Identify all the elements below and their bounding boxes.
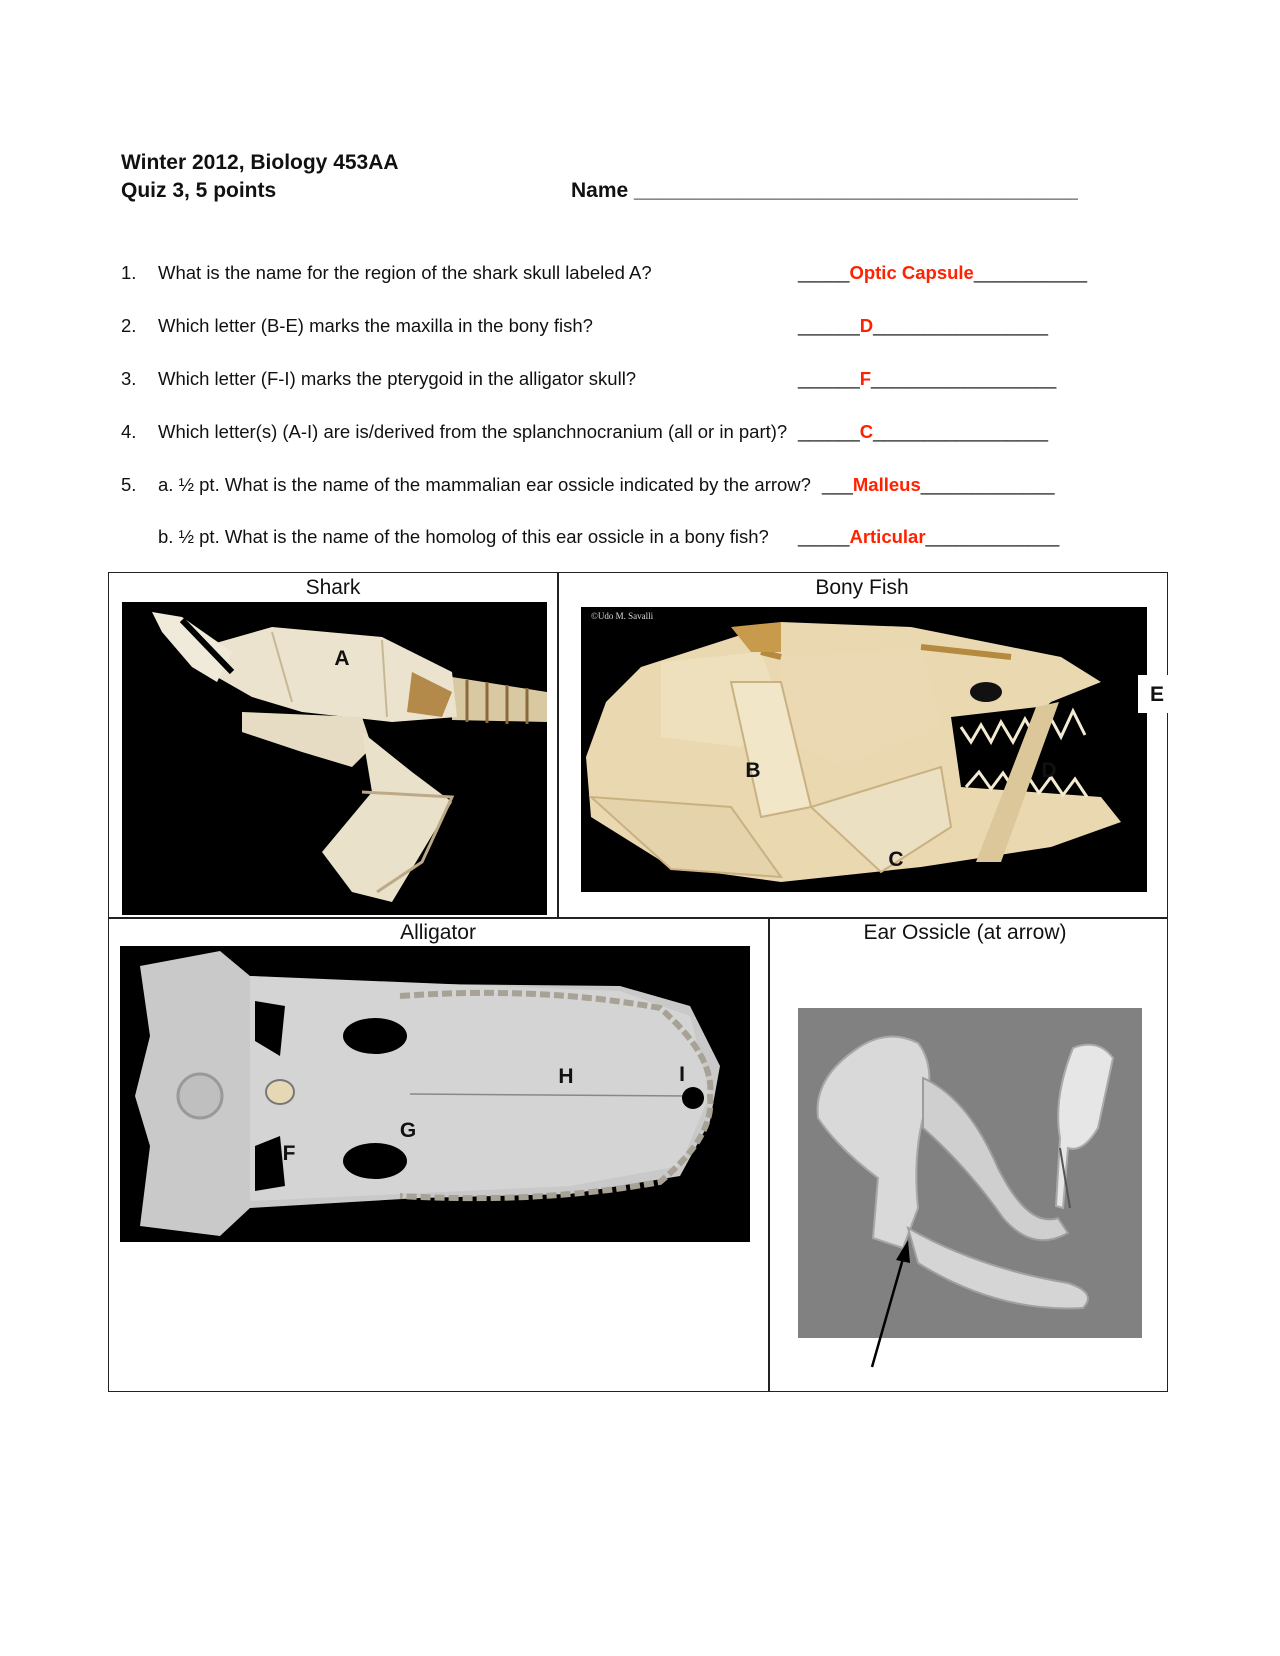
answer-blank-post: ___________ xyxy=(973,262,1088,283)
caption-ossicle: Ear Ossicle (at arrow) xyxy=(863,921,1067,944)
question-number: 5. xyxy=(121,474,137,495)
answer-2[interactable] xyxy=(798,315,1048,337)
question-text: a. ½ pt. What is the name of the mammalian ear ossicle indicated by the arrow? xyxy=(158,474,811,495)
question-text: Which letter (B-E) marks the maxilla in the bony fish? xyxy=(158,315,593,336)
question-number: 4. xyxy=(121,421,137,442)
watermark: ©Udo M. Savalli xyxy=(591,611,654,621)
answer-5b[interactable] xyxy=(798,526,1059,548)
quiz-header xyxy=(121,149,399,205)
label-b: B xyxy=(745,759,761,782)
grid-divider xyxy=(768,917,770,1392)
caption-shark: Shark xyxy=(305,576,361,599)
answer-text: Malleus xyxy=(852,474,921,495)
pointer-arrow xyxy=(860,1235,920,1375)
label-a: A xyxy=(334,647,350,670)
answer-blank-post: _________________ xyxy=(873,315,1049,336)
label-e: E xyxy=(1149,683,1165,706)
caption-bony-fish: Bony Fish xyxy=(815,576,909,599)
answer-text: Optic Capsule xyxy=(849,262,974,283)
answer-blank-pre: ___ xyxy=(822,474,853,495)
caption-alligator: Alligator xyxy=(400,921,476,944)
label-f: F xyxy=(282,1142,296,1165)
answer-5a[interactable] xyxy=(822,474,1055,496)
answer-text: Articular xyxy=(849,526,926,547)
alligator-skull-photo xyxy=(120,946,750,1242)
ear-ossicle-photo xyxy=(798,1008,1142,1338)
answer-blank-post: _____________ xyxy=(920,474,1055,495)
question-text: What is the name for the region of the shark skull labeled A? xyxy=(158,262,652,283)
answer-blank-post: _________________ xyxy=(873,421,1049,442)
grid-divider xyxy=(557,572,559,917)
grid-divider xyxy=(108,917,1168,919)
bony-fish-skull-photo xyxy=(581,607,1147,892)
answer-1[interactable] xyxy=(798,262,1087,284)
question-text: Which letter (F-I) marks the pterygoid in the alligator skull? xyxy=(158,368,637,389)
answer-blank-pre: _____ xyxy=(798,262,850,283)
answer-3[interactable] xyxy=(798,368,1056,390)
question-number: 3. xyxy=(121,368,137,389)
answer-text: F xyxy=(859,368,872,389)
answer-4[interactable] xyxy=(798,421,1048,443)
question-number: 1. xyxy=(121,262,137,283)
answer-text: C xyxy=(859,421,874,442)
label-g: G xyxy=(399,1119,417,1142)
question-text: b. ½ pt. What is the name of the homolog of this ear ossicle in a bony fish? xyxy=(158,526,769,547)
answer-blank-post: __________________ xyxy=(871,368,1057,389)
answer-blank-pre: _____ xyxy=(798,526,850,547)
label-i: I xyxy=(679,1063,685,1086)
question-text: Which letter(s) (A-I) are is/derived from the splanchnocranium (all or in part)? xyxy=(158,421,788,442)
quiz-title: Quiz 3, 5 points xyxy=(121,179,277,202)
answer-blank-pre: ______ xyxy=(798,368,860,389)
label-c: C xyxy=(888,848,904,871)
question-number: 2. xyxy=(121,315,137,336)
name-field[interactable]: Name ______________________________________ xyxy=(571,179,1078,202)
course-title: Winter 2012, Biology 453AA xyxy=(121,151,399,174)
label-d: D xyxy=(1041,759,1057,782)
answer-blank-post: _____________ xyxy=(925,526,1060,547)
label-h: H xyxy=(558,1065,574,1088)
answer-text: D xyxy=(859,315,874,336)
answer-blank-pre: ______ xyxy=(798,315,860,336)
answer-blank-pre: ______ xyxy=(798,421,860,442)
